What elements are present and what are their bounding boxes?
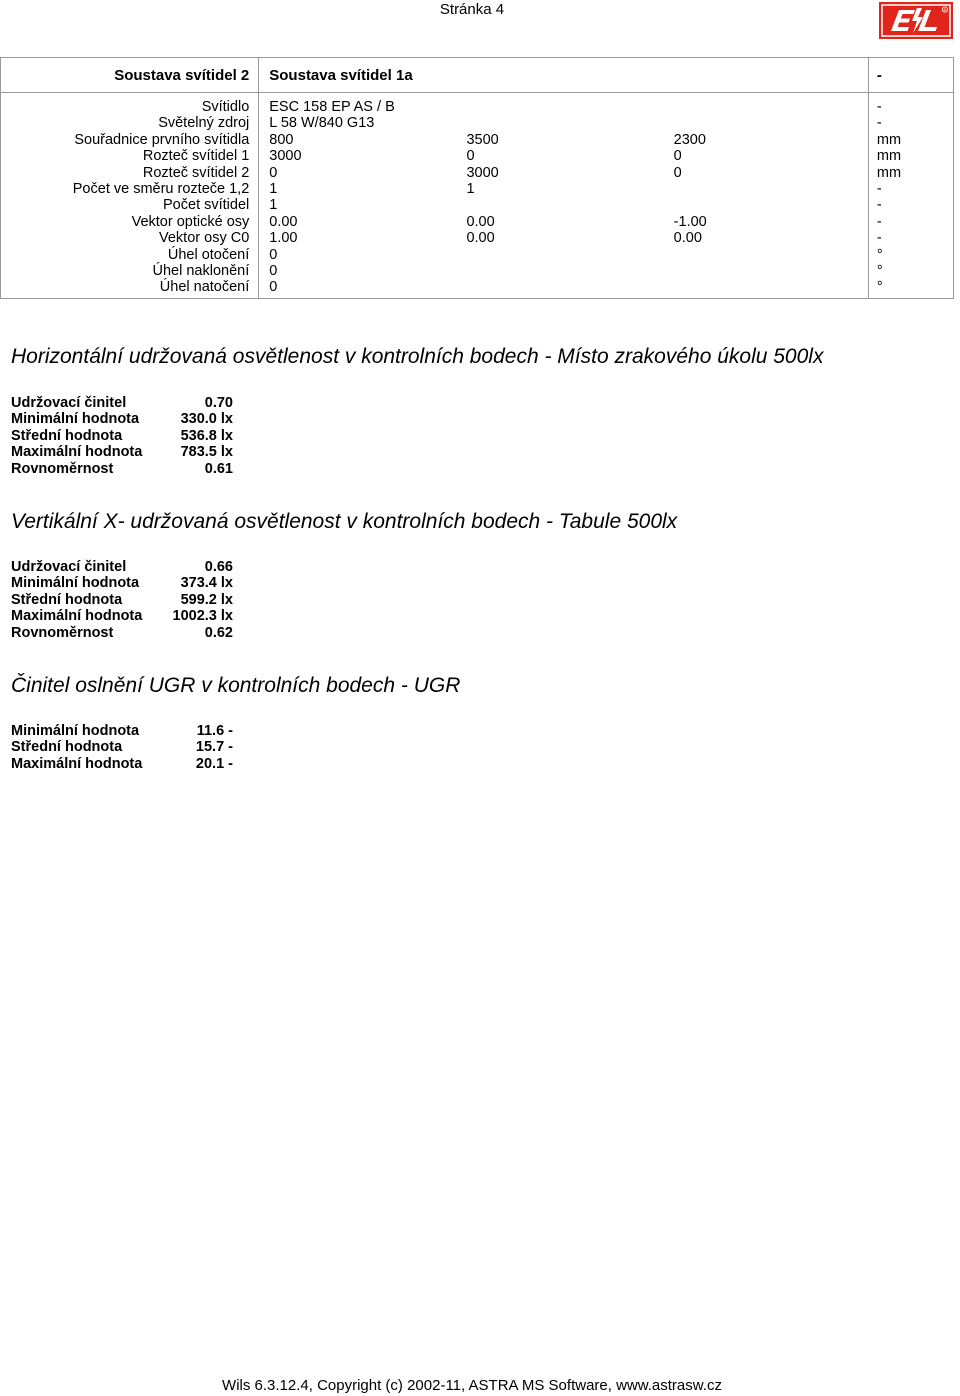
stat-label: Maximální hodnota [11,608,143,625]
config-label: Úhel naklonění [1,263,259,279]
footer-copyright: Wils 6.3.12.4, Copyright (c) 2002-11, ASTRA MS Software, www.astrasw.cz [222,1377,722,1394]
config-value-3: 0 [674,165,869,181]
config-row [1,132,954,148]
config-row [1,247,954,263]
config-value-2: 3000 [466,164,499,181]
stat-label: Střední hodnota [11,739,123,756]
config-value-3: 0 [674,148,869,164]
stat-label: Maximální hodnota [11,755,143,772]
config-unit: ° [868,247,953,263]
config-value-3 [674,197,869,213]
config-unit: - [868,93,953,116]
config-value-2 [466,279,673,298]
config-label: Úhel natočení [1,279,259,298]
config-unit: mm [868,165,953,181]
config-value-3 [674,279,869,298]
stat-label: Rovnoměrnost [11,460,114,477]
config-value-1: 3000 [269,148,302,165]
stat-value: 0.66 [204,559,233,575]
stat-row [11,444,233,460]
config-unit: - [868,181,953,197]
stat-row [11,411,233,427]
stat-row [11,723,233,739]
config-unit: ° [868,279,953,298]
config-unit: - [868,115,953,131]
config-row [1,279,954,298]
el-logo-icon [879,2,953,39]
config-value-3: -1.00 [674,214,869,230]
config-row [1,115,954,131]
config-row [1,93,954,116]
stat-label: Střední hodnota [11,591,123,608]
config-value-1: 800 [269,131,294,148]
config-value-2: 0.00 [466,213,495,230]
config-value-1: ESC 158 EP AS / B [269,99,395,115]
config-value-2 [466,247,673,263]
stat-row [11,395,233,411]
config-value-2: 0 [466,148,475,165]
config-value-2 [466,197,673,213]
config-label: Rozteč svítidel 1 [1,148,259,164]
config-row [1,165,954,181]
config-unit: ° [868,263,953,279]
config-row [1,263,954,279]
stat-row [11,559,233,575]
config-value-3: 2300 [674,132,869,148]
config-value-1: 0 [269,246,278,263]
configuration-header-row [1,58,954,93]
unit-column-header: - [868,58,953,93]
stat-value: 20.1 - [195,755,233,772]
stats-horizontal [11,395,233,477]
config-value-1: 0 [269,263,278,280]
configuration-table [0,57,954,299]
value-column-header: Soustava svítidel 1a [259,58,869,93]
config-value-2 [466,263,673,279]
config-value-2: 3500 [466,131,499,148]
config-value-1: L 58 W/840 G13 [269,115,375,132]
config-value-2 [466,115,673,131]
config-value-1: 0 [269,164,278,181]
config-unit: - [868,230,953,246]
stat-value: 536.8 lx [180,427,233,444]
config-label: Úhel otočení [1,247,259,263]
config-label: Vektor osy C0 [1,230,259,246]
config-value-2: 0.00 [466,230,495,247]
stat-value: 0.61 [204,460,233,477]
config-label: Souřadnice prvního svítidla [1,132,259,148]
stat-value: 373.4 lx [180,575,233,592]
config-label: Svítidlo [1,93,259,116]
config-row [1,197,954,213]
config-value-1: 1.00 [269,230,298,247]
stat-label: Střední hodnota [11,427,123,444]
svg-text:R: R [943,8,947,12]
stat-row [11,625,233,641]
el-logo [879,2,953,39]
config-row [1,230,954,246]
config-label: Světelný zdroj [1,115,259,131]
stats-ugr [11,723,233,772]
stat-label: Maximální hodnota [11,444,143,461]
config-value-3 [674,181,869,197]
stat-value: 1002.3 lx [172,608,233,625]
stat-row [11,739,233,755]
stat-label: Minimální hodnota [11,723,140,739]
config-row [1,148,954,164]
stat-value: 15.7 - [195,739,233,756]
stat-value: 0.70 [204,395,233,411]
stat-label: Rovnoměrnost [11,624,114,641]
config-value-1: 1 [269,181,278,198]
config-label: Vektor optické osy [1,214,259,230]
stat-label: Udržovací činitel [11,395,127,411]
stat-value: 330.0 lx [180,411,233,428]
config-label: Počet svítidel [1,197,259,213]
page-number: Stránka 4 [439,1,505,18]
stat-value: 599.2 lx [180,591,233,608]
config-value-3 [674,247,869,263]
config-value-3 [674,263,869,279]
config-value-1: 0 [259,279,467,298]
stat-label: Minimální hodnota [11,411,140,428]
stats-vertical [11,559,233,641]
label-column-header: Soustava svítidel 2 [1,58,259,93]
stat-row [11,608,233,624]
config-value-3: 0.00 [674,230,869,246]
stat-row [11,428,233,444]
section-title-horizontal: Horizontální udržovaná osvětlenost v kontrolních bodech - Místo zrakového úkolu 500lx [11,345,824,368]
section-title-ugr: Činitel oslnění UGR v kontrolních bodech - UGR [11,674,461,697]
config-unit: mm [868,132,953,148]
config-unit: - [868,197,953,213]
section-title-vertical: Vertikální X- udržovaná osvětlenost v kontrolních bodech - Tabule 500lx [11,510,678,533]
config-unit: mm [868,148,953,164]
stat-row [11,575,233,591]
config-label: Rozteč svítidel 2 [1,165,259,181]
stat-row [11,592,233,608]
config-value-2: 1 [466,181,475,198]
stat-value: 11.6 - [196,723,233,739]
config-row [1,181,954,197]
config-row [1,214,954,230]
config-value-3 [674,115,869,131]
config-value-1: 0.00 [269,213,298,230]
config-value-1: 1 [269,197,278,214]
stat-row [11,756,233,772]
config-unit: - [868,214,953,230]
stat-value: 783.5 lx [180,444,233,461]
stat-label: Udržovací činitel [11,559,127,575]
stat-row [11,461,233,477]
stat-value: 0.62 [204,624,233,641]
stat-label: Minimální hodnota [11,575,140,592]
config-value-2 [466,93,673,116]
config-label: Počet ve směru rozteče 1,2 [1,181,259,197]
config-value-3 [674,93,869,116]
